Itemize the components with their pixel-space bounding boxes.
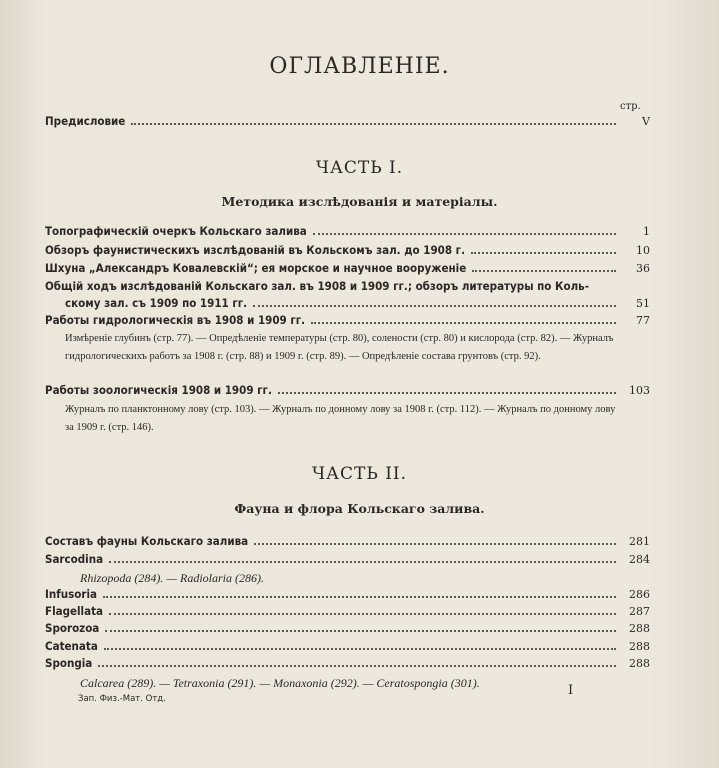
entry-page: 288 bbox=[629, 640, 650, 653]
toc-entry-preface[interactable] bbox=[45, 114, 650, 130]
toc-entry[interactable] bbox=[45, 383, 650, 399]
dot-leader bbox=[103, 595, 616, 598]
entry-description: Calcarea (289). — Tetraxonia (291). — Monaxonia (292). — Ceratospongia (301). bbox=[80, 676, 480, 690]
entry-label: Sarcodina bbox=[45, 552, 104, 566]
dot-leader bbox=[109, 612, 616, 615]
part2-subtitle: Фауна и флора Кольскаго залива. bbox=[234, 501, 485, 516]
entry-page: 10 bbox=[636, 244, 650, 257]
part1-subtitle: Методика изслѣдованія и матеріалы. bbox=[221, 194, 498, 209]
footer-signature: Зап. Физ.-Мат. Отд. bbox=[78, 694, 166, 704]
entry-page: V bbox=[642, 115, 650, 128]
entry-label: Предисловие bbox=[45, 114, 126, 128]
entry-label: скому зал. съ 1909 по 1911 гг. bbox=[65, 296, 248, 310]
entry-page: 1 bbox=[643, 225, 650, 238]
entry-page: 288 bbox=[629, 657, 650, 670]
page-column-label: стр. bbox=[620, 101, 641, 112]
entry-label: Общій ходъ изслѣдованій Кольскаго зал. въ 1908 и 1909 гг.; обзоръ литературы по Коль- bbox=[45, 279, 589, 293]
entry-description: Измѣреніе глубинъ (стр. 77). — Опредѣленіе температуры (стр. 80), солености (стр. 80) и кислорода (стр. 82). — Журналъ гидрологическихъ работъ за 1908 г. (стр. 88) и 1909 г. (стр. 89). — Опредѣленіе состава грунтовъ (стр. 92). bbox=[65, 333, 614, 362]
entry-description: Журналъ по планктонному лову (стр. 103). — Журналъ по донному лову за 1908 г. (стр. 112). — Журналъ по донному лову за 1909 г. (стр. 146). bbox=[65, 404, 616, 433]
dot-leader bbox=[104, 647, 616, 650]
entry-page: 103 bbox=[629, 384, 650, 397]
entry-description: Rhizopoda (284). — Radiolaria (286). bbox=[80, 571, 264, 585]
entry-page: 51 bbox=[636, 297, 650, 310]
entry-label: Spongia bbox=[45, 656, 93, 670]
dot-leader bbox=[109, 560, 616, 563]
entry-label: Sporozoa bbox=[45, 621, 100, 635]
toc-entry[interactable] bbox=[45, 534, 650, 550]
dot-leader bbox=[472, 269, 616, 272]
toc-entry[interactable] bbox=[45, 587, 650, 603]
toc-entry[interactable] bbox=[45, 621, 650, 637]
sheet-number: I bbox=[568, 683, 574, 698]
toc-entry[interactable] bbox=[45, 224, 650, 240]
toc-entry[interactable] bbox=[45, 639, 650, 655]
dot-leader bbox=[131, 122, 616, 125]
entry-page: 77 bbox=[636, 314, 650, 327]
entry-label: Работы зоологическія 1908 и 1909 гг. bbox=[45, 383, 272, 397]
page-title: ОГЛАВЛЕНІЕ. bbox=[269, 54, 450, 79]
entry-label: Работы гидрологическія въ 1908 и 1909 гг. bbox=[45, 313, 306, 327]
entry-page: 288 bbox=[629, 622, 650, 635]
toc-entry[interactable] bbox=[45, 261, 650, 277]
entry-label: Обзоръ фаунистическихъ изслѣдованій въ Кольскомъ зал. до 1908 г. bbox=[45, 243, 465, 257]
entry-page: 287 bbox=[629, 605, 650, 618]
part2-heading: ЧАСТЬ II. bbox=[311, 464, 408, 484]
dot-leader bbox=[311, 321, 616, 324]
toc-entry[interactable] bbox=[45, 656, 650, 672]
dot-leader bbox=[278, 391, 616, 394]
entry-page: 286 bbox=[629, 588, 650, 601]
toc-entry[interactable] bbox=[45, 243, 650, 259]
dot-leader bbox=[98, 664, 616, 667]
toc-entry[interactable] bbox=[45, 313, 650, 329]
part1-heading: ЧАСТЬ I. bbox=[315, 158, 404, 178]
entry-label: Infusoria bbox=[45, 587, 97, 601]
toc-entry-continuation[interactable] bbox=[65, 296, 650, 312]
entry-page: 284 bbox=[629, 553, 650, 566]
dot-leader bbox=[253, 304, 616, 307]
entry-label: Составъ фауны Кольскаго залива bbox=[45, 534, 249, 548]
dot-leader bbox=[254, 542, 616, 545]
entry-page: 281 bbox=[629, 535, 650, 548]
toc-entry[interactable] bbox=[45, 279, 650, 295]
entry-label: Шхуна „Александръ Ковалевскій“; ея морское и научное вооруженіе bbox=[45, 261, 467, 275]
dot-leader bbox=[313, 232, 616, 235]
toc-entry[interactable] bbox=[45, 604, 650, 620]
entry-page: 36 bbox=[636, 262, 650, 275]
toc-entry[interactable] bbox=[45, 552, 650, 568]
entry-label: Топографическій очеркъ Кольскаго залива bbox=[45, 224, 307, 238]
dot-leader bbox=[105, 629, 616, 632]
dot-leader bbox=[471, 251, 616, 254]
entry-label: Flagellata bbox=[45, 604, 104, 618]
entry-label: Catenata bbox=[45, 639, 98, 653]
